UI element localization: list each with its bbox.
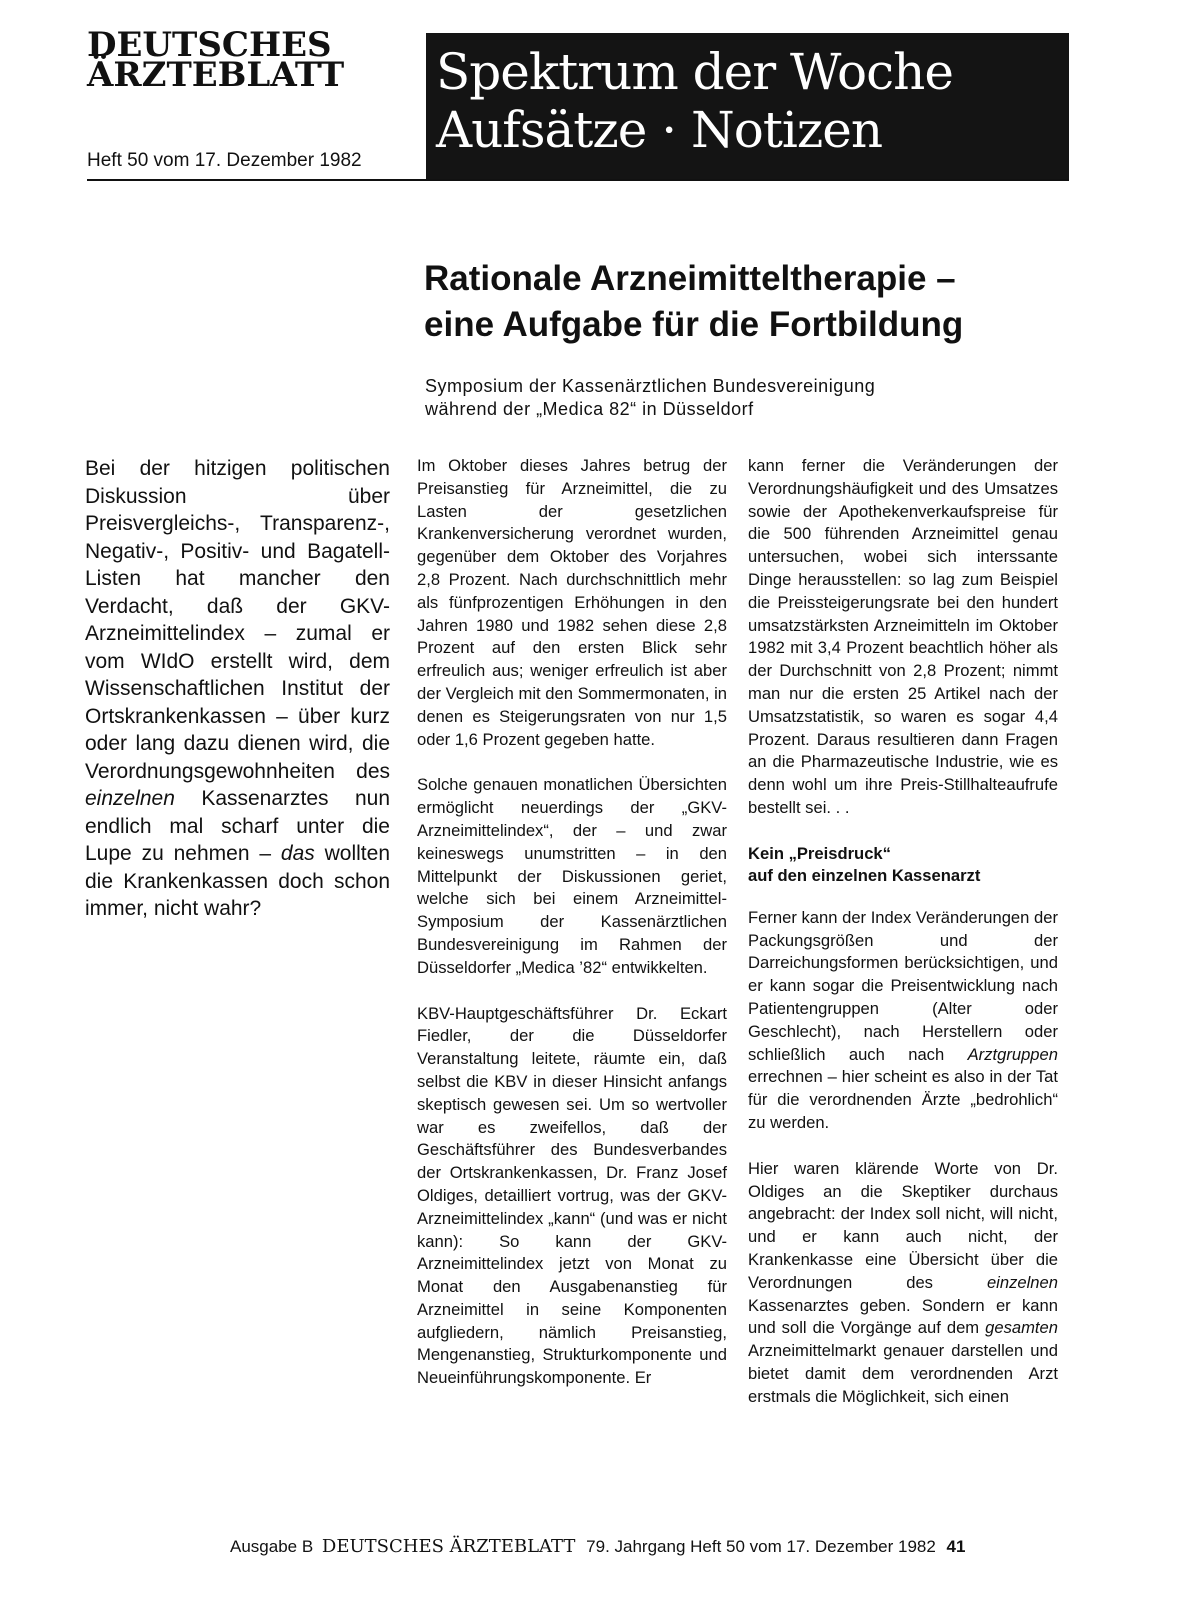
section-heading-line-1: Kein „Preisdruck“	[748, 843, 891, 863]
column-3-paragraph-2-emphasis: Arztgruppen	[967, 1044, 1058, 1064]
lead-text-1: Bei der hitzigen politischen Diskussion über Preisvergleichs-, Transparenz-, Negativ-, Positiv- und Bagatell-Listen hat mancher den Verdacht, daß der GKV-Arzneimittelindex – zumal er vom WIdO erstellt wird, dem Wissenschaftlichen Institut der Ortskrankenkassen – über kurz oder lang dazu dienen wird, die Verordnungsgewohnheiten des	[85, 457, 390, 783]
column-2-paragraph-3: KBV-Hauptgeschäftsführer Dr. Eckart Fiedler, der die Düsseldorfer Veranstaltung leitete, räumte ein, daß selbst die KBV in dieser Hinsicht anfangs skeptisch gewesen sei. Um so wertvoller war es zweifellos, daß der Geschäftsführer des Bundesverbandes der Ortskrankenkassen, Dr. Franz Josef Oldiges, detailliert vortrug, was der GKV-Arzneimittelindex „kann“ (und was er nicht kann): So kann der GKV-Arzneimittelindex jetzt von Monat zu Monat den Ausgabenanstieg für Arzneimittel in seine Komponenten aufgliedern, nämlich Preisanstieg, Mengenanstieg, Strukturkomponente und Neueinführungskomponente. Er	[417, 1003, 727, 1388]
column-3-paragraph-3-emphasis-1: einzelnen	[986, 1272, 1058, 1292]
column-3-paragraph-3-text-2: Kassenarztes geben. Sondern er kann und soll die Vorgänge auf dem	[748, 1295, 1058, 1338]
article-column-3	[748, 455, 1058, 1431]
column-3-paragraph-3-text-3: Arzneimittelmarkt genauer darstellen und bietet damit dem verordnenden Arzt erstmals die Möglichkeit, sich einen	[748, 1341, 1058, 1406]
section-heading	[748, 843, 1058, 887]
masthead-line-2: ÄRZTEBLATT	[87, 55, 345, 95]
title-line-2: eine Aufgabe für die Fortbildung	[424, 305, 964, 344]
page-footer	[230, 1536, 1070, 1557]
article-subtitle	[425, 375, 1075, 421]
footer-edition: Ausgabe B	[230, 1537, 314, 1556]
column-3-paragraph-3-emphasis-2: gesamten	[985, 1318, 1058, 1338]
title-line-1: Rationale Arzneimitteltherapie –	[424, 259, 956, 298]
masthead-logo	[87, 25, 345, 95]
column-2-paragraph-2: Solche genauen monatlichen Übersichten ermöglicht neuerdings der „GKV-Arzneimittelindex“, der – und zwar keineswegs unumstritten – in den Mittelpunkt der Diskussionen geriet, welche sich bei einem Arzneimittel-Symposium der Kassenärztlichen Bundesvereinigung im Rahmen der Düsseldorfer „Medica ’82“ entwikkelten.	[417, 775, 727, 977]
banner-line-2: Aufsätze · Notizen	[436, 101, 883, 159]
subtitle-line-1: Symposium der Kassenärztlichen Bundesvereinigung	[425, 376, 876, 396]
lead-paragraph	[85, 455, 390, 923]
lead-emphasis-2: das	[280, 842, 315, 865]
page-number: 41	[946, 1537, 966, 1556]
masthead-line-1: DEUTSCHES	[87, 25, 332, 65]
column-3-paragraph-2-text-1: Ferner kann der Index Veränderungen der Packungsgrößen und der Darreichungsformen berücksichtigen, und er kann sogar die Preisentwicklung nach Patientengruppen (Alter oder Geschlecht), nach Herstellern oder schließlich auch nach	[748, 907, 1058, 1064]
issue-line: Heft 50 vom 17. Dezember 1982	[87, 150, 362, 171]
column-3-paragraph-3	[748, 1158, 1058, 1409]
section-heading-line-2: auf den einzelnen Kassenarzt	[748, 865, 981, 885]
footer-issue: 79. Jahrgang Heft 50 vom 17. Dezember 1982	[586, 1537, 936, 1556]
footer-brand: DEUTSCHES ÄRZTEBLATT	[321, 1536, 576, 1557]
article-title	[424, 256, 1104, 348]
lead-emphasis-1: einzelnen	[85, 787, 175, 810]
header-rule	[87, 179, 1069, 181]
column-3-paragraph-2-text-2: errechnen – hier scheint es also in der Tat für die verordnenden Ärzte „bedrohlich“ zu werden.	[748, 1067, 1058, 1132]
column-3-paragraph-3-text-1: Hier waren klärende Worte von Dr. Oldiges an die Skeptiker durchaus angebracht: der Index soll nicht, will nicht, und er kann auch nicht, der Krankenkasse eine Übersicht über die Verordnungen des	[748, 1158, 1058, 1292]
article-column-2	[417, 455, 727, 1413]
column-3-paragraph-2	[748, 907, 1058, 1135]
subtitle-line-2: während der „Medica 82“ in Düsseldorf	[425, 399, 754, 419]
banner-line-1: Spektrum der Woche	[436, 43, 953, 101]
lead-text-3: wollten die Krankenkassen doch schon immer, nicht wahr?	[85, 842, 390, 920]
section-banner	[426, 33, 1069, 179]
lead-text-2: Kassenarztes nun endlich mal scharf unter die Lupe zu nehmen –	[85, 787, 390, 865]
column-3-paragraph-1: kann ferner die Veränderungen der Verordnungshäufigkeit und des Umsatzes sowie der Apothekenverkaufspreise für die 500 führenden Arzneimittel genau untersuchen, wobei sich interssante Dinge herausstellen: so lag zum Beispiel die Preissteigerungsrate bei den hundert umsatzstärksten Arzneimitteln im Oktober 1982 mit 3,4 Prozent beachtlich höher als der Durchschnitt von 2,8 Prozent; nimmt man nur die ersten 25 Artikel nach der Umsatzstatistik, so waren es sogar 4,4 Prozent. Daraus resultieren dann Fragen an die Pharmazeutische Industrie, wie es denn wohl um ihre Preis-Stillhalteaufrufe bestellt sei. . .	[748, 456, 1058, 817]
column-2-paragraph-1: Im Oktober dieses Jahres betrug der Preisanstieg für Arzneimittel, die zu Lasten der gesetzlichen Krankenversicherung verordnet wurden, gegenüber dem Oktober des Vorjahres 2,8 Prozent. Nach durchschnittlich mehr als fünfprozentigen Erhöhungen in den Jahren 1980 und 1982 sehen diese 2,8 Prozent auf den ersten Blick sehr erfreulich aus; weniger erfreulich ist aber der Vergleich mit den Sommermonaten, in denen es Steigerungsraten von nur 1,5 oder 1,6 Prozent gegeben hatte.	[417, 456, 727, 749]
